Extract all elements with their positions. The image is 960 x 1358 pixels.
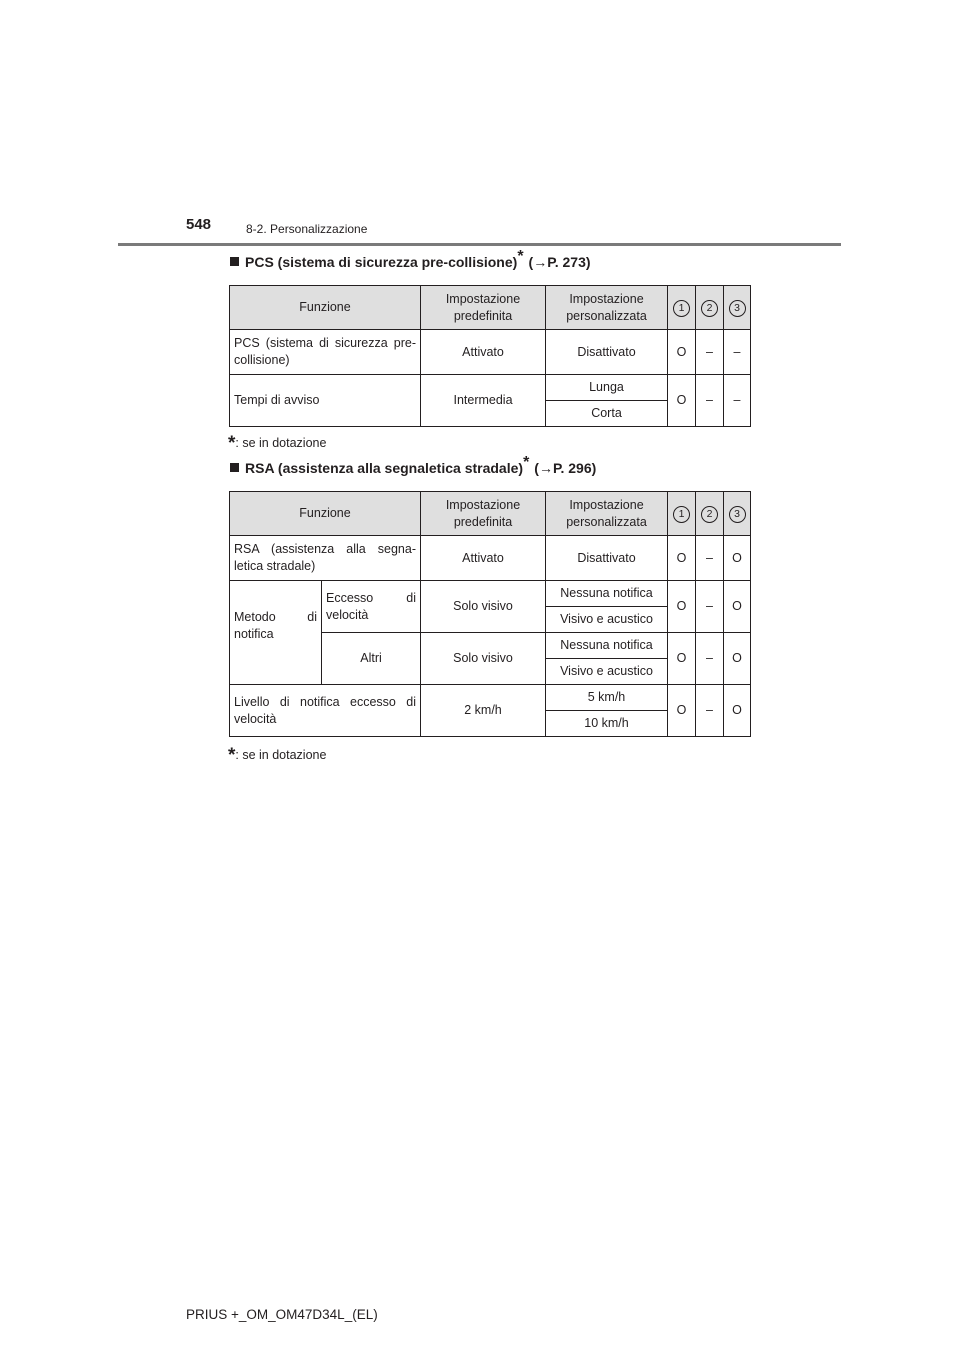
mark-cell: O	[668, 633, 696, 685]
function-cell: Tempi di avviso	[230, 375, 421, 427]
header-rule	[118, 243, 841, 246]
column-header-2	[696, 286, 724, 330]
square-bullet-icon	[230, 257, 239, 266]
section-label: 8-2. Personalizzazione	[246, 222, 368, 236]
footnote-asterisk: *	[228, 745, 236, 766]
mark-cell: –	[696, 330, 724, 375]
column-header-1	[668, 492, 696, 536]
circled-number: 3	[729, 300, 746, 317]
custom-cell: Corta	[546, 401, 668, 427]
column-header-function: Funzione	[230, 492, 421, 536]
mark-cell: O	[668, 330, 696, 375]
mark-cell: –	[696, 536, 724, 581]
column-header-3	[724, 492, 751, 536]
mark-cell: O	[668, 536, 696, 581]
function-cell: RSA (assistenza alla segna-letica stradale)	[230, 536, 421, 581]
sub-function-cell: Altri	[322, 633, 421, 685]
custom-cell: Visivo e acustico	[546, 607, 668, 633]
footnote-text: : se in dotazione	[235, 436, 327, 450]
custom-cell: Nessuna notifica	[546, 581, 668, 607]
default-cell: Intermedia	[421, 375, 546, 427]
mark-cell: O	[668, 581, 696, 633]
circled-number: 2	[701, 506, 718, 523]
column-header-2	[696, 492, 724, 536]
column-header-1	[668, 286, 696, 330]
mark-cell: –	[724, 330, 751, 375]
page-number: 548	[186, 216, 212, 233]
group-cell: Metodo di notifica	[230, 581, 322, 685]
footnote-text: : se in dotazione	[235, 748, 327, 762]
table-row	[230, 536, 751, 581]
rsa-heading	[230, 454, 597, 476]
pcs-heading	[230, 248, 591, 270]
custom-cell: Nessuna notifica	[546, 633, 668, 659]
mark-cell: O	[724, 581, 751, 633]
page-reference: (→P. 273)	[528, 254, 591, 270]
asterisk: *	[523, 454, 530, 471]
footer-doc-code: PRIUS +_OM_OM47D34L_(EL)	[186, 1307, 378, 1322]
mark-cell: O	[724, 685, 751, 737]
pcs-title: PCS (sistema di sicurezza pre-collisione)	[245, 254, 518, 270]
default-cell: Solo visivo	[421, 633, 546, 685]
rsa-title: RSA (assistenza alla segnaletica stradale)	[245, 460, 524, 476]
footnote	[228, 433, 327, 454]
default-cell: Attivato	[421, 330, 546, 375]
footnote	[228, 745, 327, 766]
column-header-function: Funzione	[230, 286, 421, 330]
mark-cell: O	[724, 633, 751, 685]
table-row	[230, 375, 751, 401]
square-bullet-icon	[230, 463, 239, 472]
rsa-table	[229, 491, 751, 737]
column-header-custom: Impostazione personalizzata	[546, 492, 668, 536]
table-header-row	[230, 286, 751, 330]
mark-cell: –	[696, 375, 724, 427]
mark-cell: –	[696, 581, 724, 633]
mark-cell: O	[668, 685, 696, 737]
column-header-3	[724, 286, 751, 330]
table-row	[230, 330, 751, 375]
column-header-default: Impostazione predefinita	[421, 492, 546, 536]
default-cell: Solo visivo	[421, 581, 546, 633]
custom-cell: Disattivato	[546, 536, 668, 581]
default-cell: Attivato	[421, 536, 546, 581]
custom-cell: 10 km/h	[546, 711, 668, 737]
custom-cell: 5 km/h	[546, 685, 668, 711]
custom-cell: Visivo e acustico	[546, 659, 668, 685]
mark-cell: O	[724, 536, 751, 581]
default-cell: 2 km/h	[421, 685, 546, 737]
mark-cell: –	[724, 375, 751, 427]
function-cell: PCS (sistema di sicurezza pre-collisione)	[230, 330, 421, 375]
function-cell: Livello di notifica eccesso di velocità	[230, 685, 421, 737]
sub-function-cell: Eccesso di velocità	[322, 581, 421, 633]
asterisk: *	[517, 248, 524, 265]
mark-cell: O	[668, 375, 696, 427]
circled-number: 3	[729, 506, 746, 523]
circled-number: 2	[701, 300, 718, 317]
table-row	[230, 685, 751, 711]
column-header-default: Impostazione predefinita	[421, 286, 546, 330]
custom-cell: Disattivato	[546, 330, 668, 375]
table-header-row	[230, 492, 751, 536]
table-row	[230, 581, 751, 607]
footnote-asterisk: *	[228, 433, 236, 454]
page-reference: (→P. 296)	[534, 460, 597, 476]
mark-cell: –	[696, 633, 724, 685]
circled-number: 1	[673, 506, 690, 523]
custom-cell: Lunga	[546, 375, 668, 401]
pcs-table	[229, 285, 751, 427]
column-header-custom: Impostazione personalizzata	[546, 286, 668, 330]
mark-cell: –	[696, 685, 724, 737]
circled-number: 1	[673, 300, 690, 317]
